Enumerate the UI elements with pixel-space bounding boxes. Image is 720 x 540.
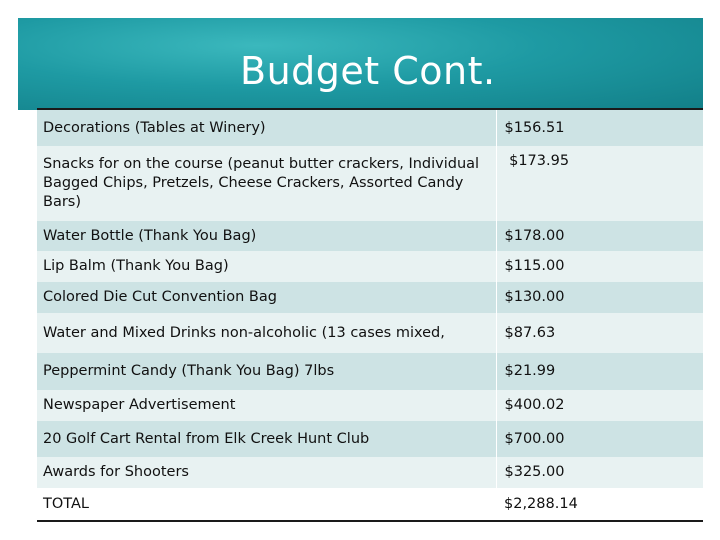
budget-table [37, 108, 703, 522]
amount-cell: $400.02 [496, 390, 703, 421]
amount-cell: $115.00 [496, 251, 703, 282]
amount-cell: $700.00 [496, 421, 703, 457]
item-cell: Water Bottle (Thank You Bag) [37, 221, 496, 251]
item-cell: Awards for Shooters [37, 457, 496, 488]
table-row [37, 221, 703, 251]
table-row [37, 353, 703, 390]
item-cell: Newspaper Advertisement [37, 390, 496, 421]
amount-cell: $21.99 [496, 353, 703, 390]
amount-cell: $130.00 [496, 282, 703, 313]
table-row [37, 390, 703, 421]
item-cell: Water and Mixed Drinks non-alcoholic (13 cases mixed, [37, 313, 496, 353]
total-row [37, 488, 703, 521]
amount-cell: $87.63 [496, 313, 703, 353]
table-row [37, 109, 703, 146]
table-row [37, 313, 703, 353]
table-row [37, 251, 703, 282]
table-row [37, 146, 703, 221]
table-row [37, 421, 703, 457]
amount-cell: $178.00 [496, 221, 703, 251]
total-amount: $2,288.14 [496, 488, 703, 521]
item-cell: Colored Die Cut Convention Bag [37, 282, 496, 313]
item-cell: Lip Balm (Thank You Bag) [37, 251, 496, 282]
item-cell: Peppermint Candy (Thank You Bag) 7lbs [37, 353, 496, 390]
item-cell: Decorations (Tables at Winery) [37, 109, 496, 146]
item-cell: 20 Golf Cart Rental from Elk Creek Hunt Club [37, 421, 496, 457]
amount-cell: $173.95 [496, 146, 703, 221]
slide-title: Budget Cont. [240, 49, 496, 93]
amount-cell: $325.00 [496, 457, 703, 488]
total-label: TOTAL [37, 488, 496, 521]
amount-cell: $156.51 [496, 109, 703, 146]
table-row [37, 282, 703, 313]
item-cell: Snacks for on the course (peanut butter crackers, Individual Bagged Chips, Pretzels, Cheese Crackers, Assorted Candy Bars) [37, 146, 496, 221]
table-row [37, 457, 703, 488]
